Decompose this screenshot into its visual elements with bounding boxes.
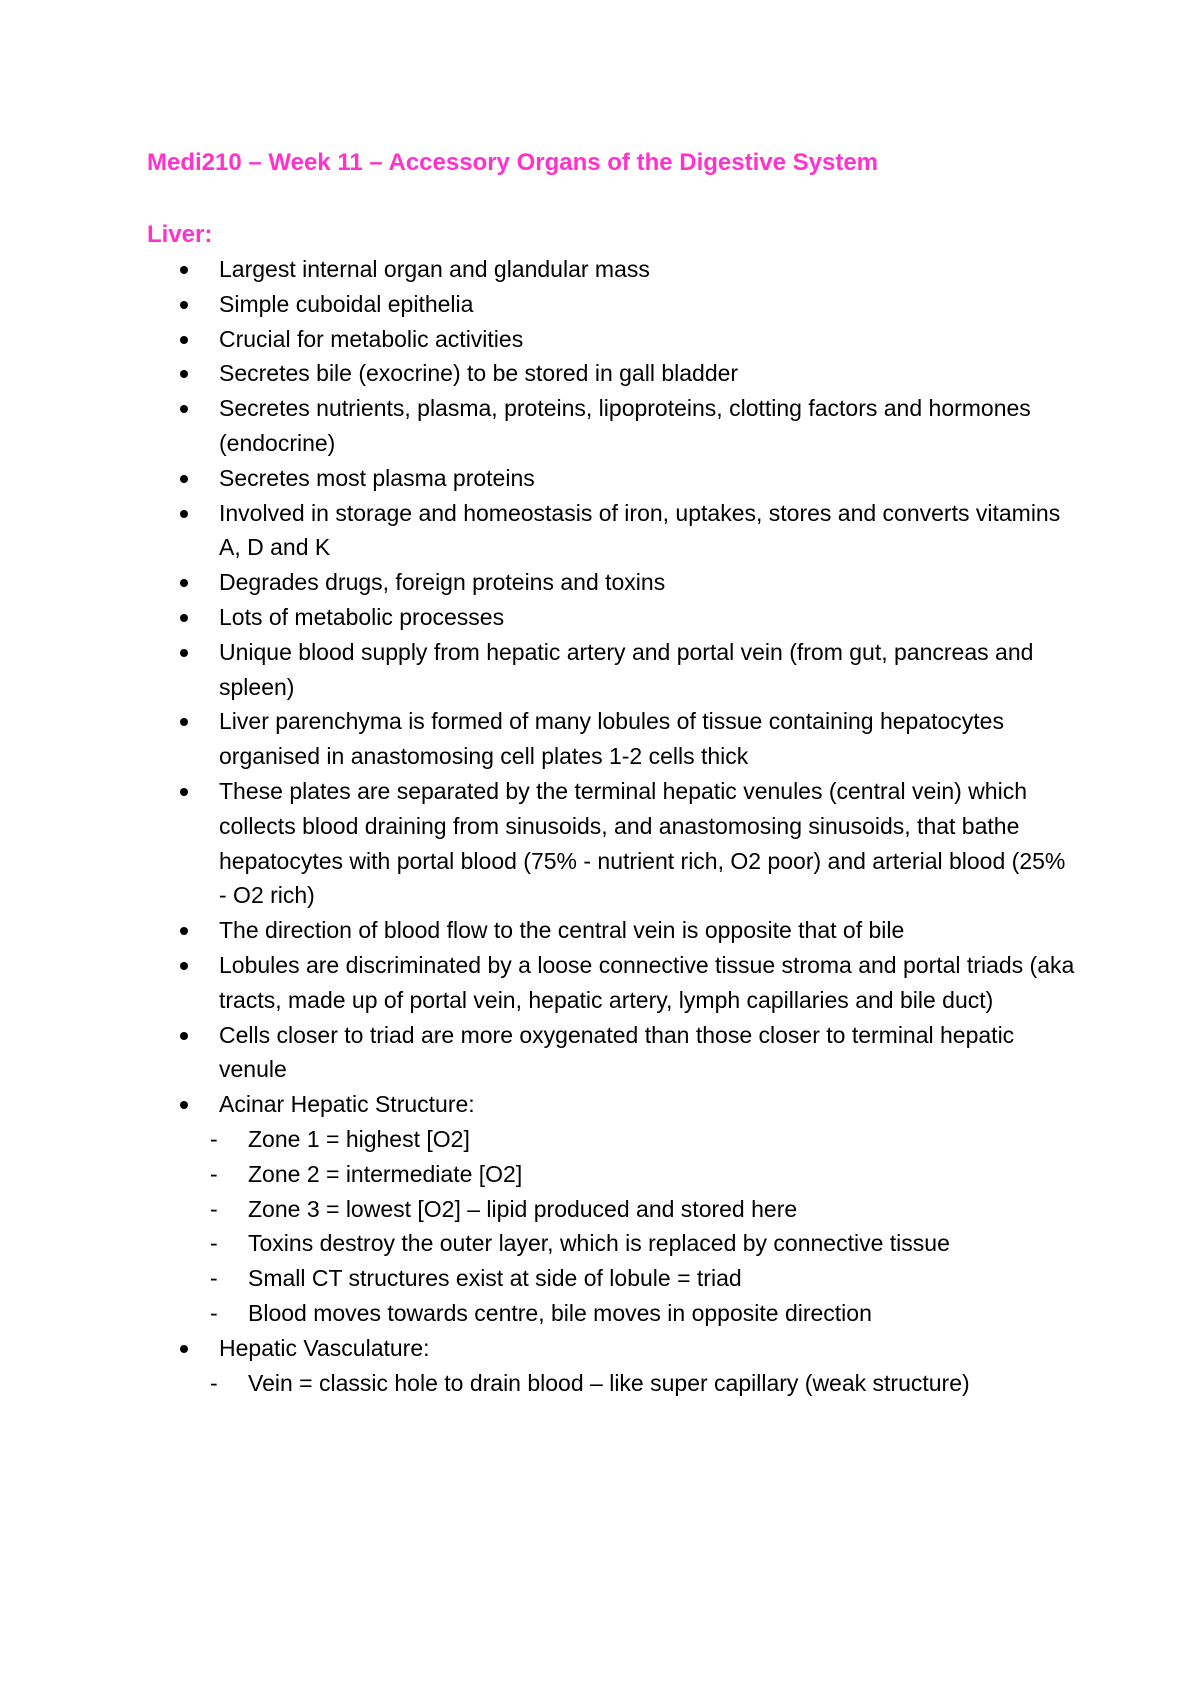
dash-marker: - — [210, 1299, 218, 1326]
sub-list-item — [210, 1226, 1076, 1261]
sub-item-text: Small CT structures exist at side of lobule = triad — [248, 1265, 742, 1292]
bullet-text: Unique blood supply from hepatic artery and portal vein (from gut, pancreas and spleen) — [219, 638, 1034, 700]
bullet-text: Lobules are discriminated by a loose connective tissue stroma and portal triads (aka tracts, made up of portal vein, hepatic artery, lymph capillaries and bile duct) — [219, 951, 1075, 1013]
sub-list-item — [210, 1192, 1076, 1227]
bullet-text: Largest internal organ and glandular mass — [219, 256, 650, 282]
bullet-dot-icon — [180, 405, 188, 413]
bullet-dot-icon — [180, 718, 188, 726]
dash-marker: - — [210, 1265, 218, 1292]
bullet-dot-icon — [180, 927, 188, 935]
bullet-dot-icon — [180, 301, 188, 309]
bullet-dot-icon — [180, 1101, 188, 1109]
dash-marker: - — [210, 1195, 218, 1222]
sub-list-item — [210, 1122, 1076, 1157]
dash-marker: - — [210, 1160, 218, 1187]
bullet-dot-icon — [180, 649, 188, 657]
bullet-text: Liver parenchyma is formed of many lobules of tissue containing hepatocytes organised in anastomosing cell plates 1-2 cells thick — [219, 708, 1004, 770]
sub-list-item — [210, 1296, 1076, 1331]
sub-item-text: Blood moves towards centre, bile moves in opposite direction — [248, 1299, 872, 1326]
bullet-text: Crucial for metabolic activities — [219, 325, 524, 352]
sub-list-item — [210, 1366, 1076, 1401]
bullet-text: Secretes nutrients, plasma, proteins, lipoproteins, clotting factors and hormones (endocrine) — [219, 395, 1031, 456]
bullet-text: Degrades drugs, foreign proteins and toxins — [219, 569, 666, 596]
bullet-item — [176, 322, 1076, 357]
bullet-text: Simple cuboidal epithelia — [219, 290, 474, 317]
bullet-text: Secretes most plasma proteins — [219, 464, 535, 491]
bullet-item — [176, 356, 1076, 391]
bullet-dot-icon — [180, 962, 188, 970]
bullet-item — [176, 565, 1076, 600]
bullet-text: Lots of metabolic processes — [219, 603, 505, 630]
bullet-item — [176, 600, 1076, 635]
bullet-dot-icon — [180, 336, 188, 344]
bullet-dot-icon — [180, 510, 188, 518]
bullet-dot-icon — [180, 614, 188, 622]
bullet-item — [176, 1331, 1076, 1401]
bullet-dot-icon — [180, 1345, 188, 1353]
bullet-item — [176, 391, 1076, 461]
bullet-text: Hepatic Vasculature: — [219, 1334, 430, 1361]
bullet-dot-icon — [180, 579, 188, 587]
bullet-dot-icon — [180, 370, 188, 378]
bullet-dot-icon — [180, 788, 188, 796]
sub-list-item — [210, 1157, 1076, 1192]
section-heading-liver: Liver: — [147, 221, 213, 248]
dash-marker: - — [210, 1230, 218, 1257]
bullet-item — [176, 913, 1076, 948]
bullet-dot-icon — [180, 475, 188, 483]
sub-item-text: Zone 1 = highest [O2] — [248, 1125, 470, 1152]
liver-bullet-list — [176, 252, 1076, 1400]
sub-item-text: Toxins destroy the outer layer, which is replaced by connective tissue — [248, 1230, 950, 1257]
bullet-item — [176, 287, 1076, 322]
bullet-item — [176, 635, 1076, 705]
bullet-text: Involved in storage and homeostasis of iron, uptakes, stores and converts vitamins A, D and K — [219, 499, 1061, 561]
dash-marker: - — [210, 1369, 218, 1396]
sub-item-text: Zone 2 = intermediate [O2] — [248, 1160, 523, 1187]
sub-item-text: Vein = classic hole to drain blood – like super capillary (weak structure) — [248, 1369, 970, 1396]
sub-item-text: Zone 3 = lowest [O2] – lipid produced and stored here — [248, 1195, 798, 1222]
bullet-text: These plates are separated by the terminal hepatic venules (central vein) which collects blood draining from sinusoids, and anastomosing sinusoids, that bathe hepatocytes with portal blood (75% - nutrient rich, O2 poor) and arterial blood (25% - O2 rich) — [219, 777, 1066, 909]
bullet-item — [176, 496, 1076, 566]
bullet-item — [176, 1018, 1076, 1088]
bullet-text: Acinar Hepatic Structure: — [219, 1091, 475, 1118]
sub-list — [210, 1366, 1076, 1401]
bullet-item — [176, 774, 1076, 913]
bullet-text: The direction of blood flow to the central vein is opposite that of bile — [219, 917, 905, 944]
bullet-dot-icon — [180, 266, 188, 274]
bullet-dot-icon — [180, 1032, 188, 1040]
sub-list — [210, 1122, 1076, 1331]
bullet-item — [176, 461, 1076, 496]
dash-marker: - — [210, 1125, 218, 1152]
bullet-item — [176, 1087, 1076, 1331]
bullet-item — [176, 252, 1076, 287]
bullet-text: Secretes bile (exocrine) to be stored in gall bladder — [219, 360, 739, 387]
page-title: Medi210 – Week 11 – Accessory Organs of the Digestive System — [147, 149, 879, 176]
bullet-item — [176, 948, 1076, 1018]
sub-list-item — [210, 1261, 1076, 1296]
bullet-item — [176, 704, 1076, 774]
bullet-text: Cells closer to triad are more oxygenated than those closer to terminal hepatic venule — [219, 1021, 1015, 1083]
